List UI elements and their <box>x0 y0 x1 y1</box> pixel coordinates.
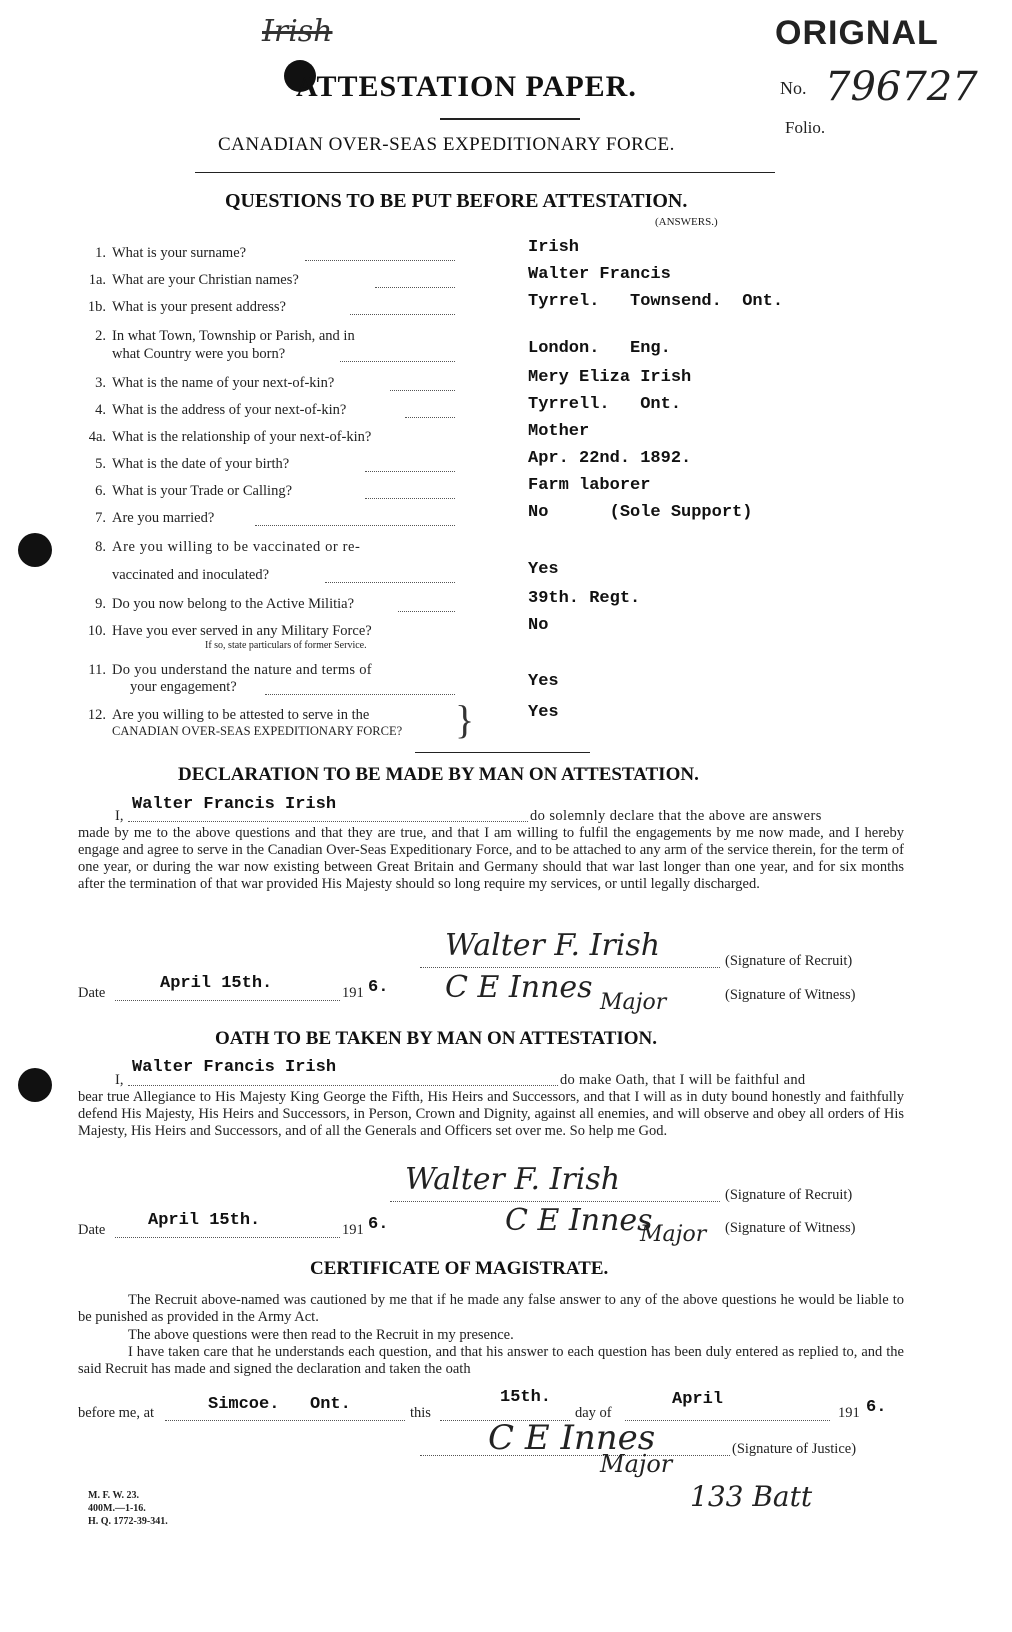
question-text-cont: what Country were you born? <box>112 346 286 362</box>
question-text: Are you willing to be attested to serve in the <box>112 707 370 723</box>
certificate-year-suffix: 6. <box>866 1398 887 1417</box>
question-number: 8. <box>95 539 106 555</box>
form-number: M. F. W. 23. <box>88 1490 140 1501</box>
oath-date-label: Date <box>78 1222 106 1238</box>
question-number: 1. <box>95 245 106 261</box>
answer-willing-to-serve: Yes <box>528 703 559 722</box>
certificate-month: April <box>672 1390 724 1409</box>
question-text: What is your present address? <box>112 299 286 315</box>
oath-line1: do make Oath, that I will be faithful and <box>560 1072 806 1088</box>
dot-leader <box>375 287 455 288</box>
declaration-date-label: Date <box>78 985 106 1001</box>
answer-next-of-kin: Mery Eliza Irish <box>528 368 692 387</box>
question-text: What is the address of your next-of-kin? <box>112 402 347 418</box>
declaration-heading: DECLARATION TO BE MADE BY MAN ON ATTESTATION. <box>178 764 699 785</box>
dot-leader <box>325 582 455 583</box>
oath-heading: OATH TO BE TAKEN BY MAN ON ATTESTATION. <box>215 1028 658 1049</box>
oath-prefix: I, <box>115 1072 124 1088</box>
question-number: 6. <box>95 483 106 499</box>
justice-rank: Major <box>600 1450 673 1478</box>
question-number: 4. <box>95 402 106 418</box>
signature-line <box>420 967 720 968</box>
oath-recruit-signature: Walter F. Irish <box>405 1162 621 1197</box>
certificate-para2-text: The above questions were then read to the Recruit in my presence. <box>128 1327 514 1343</box>
question-number: 7. <box>95 510 106 526</box>
print-run: 400M.—1-16. <box>88 1503 146 1514</box>
dot-leader <box>398 611 455 612</box>
question-number: 4a. <box>88 429 106 445</box>
questions-rule <box>415 752 590 753</box>
certificate-year-prefix: 191 <box>838 1405 860 1421</box>
certificate-day: 15th. <box>500 1388 552 1407</box>
oath-witness-signature: C E Innes <box>505 1203 653 1238</box>
declaration-witness-label: (Signature of Witness) <box>725 987 856 1003</box>
stamp-original: ORIGNAL <box>775 14 939 52</box>
answers-label: (ANSWERS.) <box>655 216 718 228</box>
certificate-this-label: this <box>410 1405 431 1421</box>
brace: } <box>455 697 475 742</box>
oath-year-prefix: 191 <box>342 1222 364 1238</box>
answer-married: No (Sole Support) <box>528 503 753 522</box>
dot-leader <box>255 525 455 526</box>
regimental-number: 796727 <box>825 64 978 110</box>
dot-leader <box>405 417 455 418</box>
dot-leader <box>305 260 455 261</box>
answer-birthplace: London. Eng. <box>528 339 671 358</box>
no-label: No. <box>780 78 807 98</box>
question-number: 5. <box>95 456 106 472</box>
certificate-place: Simcoe. Ont. <box>208 1395 351 1414</box>
date-line <box>115 1000 340 1001</box>
declaration-body: made by me to the above questions and that they are true, and that I am willing to fulfil the engagements by me now made, and I hereby engage and agree to serve in the Canadian Over-Seas Expeditionary Force, and to be attached to any arm of the service therein, for the term of one year, or during the war now existing between Great Britain and Germany should that war last longer than one year, and for six months after the termination of that war provided His Majesty should so long require my services, or until legally discharged. <box>78 825 904 892</box>
dot-leader <box>340 361 455 362</box>
dot-leader <box>365 471 455 472</box>
justice-signature: C E Innes <box>488 1418 656 1458</box>
certificate-para2 <box>78 1327 904 1344</box>
question-number: 11. <box>88 662 106 678</box>
question-text: Are you willing to be vaccinated or re- <box>112 539 361 555</box>
question-text-cont: your engagement? <box>130 679 237 695</box>
question-text: Have you ever served in any Military Force? <box>112 623 372 639</box>
certificate-day-of-label: day of <box>575 1405 612 1421</box>
answer-active-militia: 39th. Regt. <box>528 589 641 608</box>
document-title: ATTESTATION PAPER. <box>296 70 637 103</box>
dot-leader <box>350 314 455 315</box>
question-text: Do you understand the nature and terms of <box>112 662 372 678</box>
punch-hole-lower <box>18 1068 52 1102</box>
answer-surname: Irish <box>528 238 580 257</box>
folio-label: Folio. <box>785 118 826 137</box>
question-text: What is the relationship of your next-of-kin? <box>112 429 372 445</box>
dot-leader <box>365 498 455 499</box>
date-line <box>115 1237 340 1238</box>
question-text-cont: CANADIAN OVER-SEAS EXPEDITIONARY FORCE? <box>112 724 403 738</box>
oath-date: April 15th. <box>148 1211 261 1230</box>
declaration-witness-signature: C E Innes <box>445 970 593 1005</box>
declaration-year-suffix: 6. <box>368 978 389 997</box>
answer-christian-names: Walter Francis <box>528 265 671 284</box>
justice-label: (Signature of Justice) <box>732 1441 857 1457</box>
oath-witness-rank: Major <box>640 1222 707 1247</box>
certificate-para3 <box>78 1344 904 1378</box>
certificate-before-label: before me, at <box>78 1405 155 1421</box>
oath-name: Walter Francis Irish <box>132 1058 337 1077</box>
question-number: 3. <box>95 375 106 391</box>
declaration-name: Walter Francis Irish <box>132 795 337 814</box>
question-text: What is your Trade or Calling? <box>112 483 293 499</box>
question-text: What is the date of your birth? <box>112 456 290 472</box>
question-text-cont: vaccinated and inoculated? <box>112 567 270 583</box>
punch-hole-middle <box>18 533 52 567</box>
declaration-name-line <box>128 821 528 822</box>
header-rule <box>195 172 775 173</box>
oath-witness-label: (Signature of Witness) <box>725 1220 856 1236</box>
question-number: 12. <box>87 707 106 723</box>
oath-year-suffix: 6. <box>368 1215 389 1234</box>
month-line <box>625 1420 830 1421</box>
answer-vaccinated: Yes <box>528 560 559 579</box>
document-subtitle: CANADIAN OVER-SEAS EXPEDITIONARY FORCE. <box>218 134 675 155</box>
justice-signature-line <box>420 1455 730 1456</box>
answer-present-address: Tyrrel. Townsend. Ont. <box>528 292 784 311</box>
answer-relationship: Mother <box>528 422 590 441</box>
answer-next-of-kin-address: Tyrrell. Ont. <box>528 395 682 414</box>
certificate-para1-text: The Recruit above-named was cautioned by me that if he made any false answer to any of the above questions he would be liable to be punished as provided in the Army Act. <box>78 1292 904 1325</box>
declaration-line1: do solemnly declare that the above are answers <box>530 808 822 824</box>
justice-unit: 133 Batt <box>690 1480 813 1513</box>
dot-leader <box>390 390 455 391</box>
declaration-date: April 15th. <box>160 974 273 993</box>
question-text: In what Town, Township or Parish, and in <box>112 328 355 344</box>
dot-leader <box>265 694 455 695</box>
declaration-year-prefix: 191 <box>342 985 364 1001</box>
answer-understand-terms: Yes <box>528 672 559 691</box>
declaration-recruit-signature: Walter F. Irish <box>445 928 661 963</box>
question-number: 1a. <box>88 272 106 288</box>
header-scribble: Irish <box>262 14 333 49</box>
title-rule <box>440 118 580 120</box>
declaration-prefix: I, <box>115 808 124 824</box>
declaration-witness-rank: Major <box>600 990 667 1015</box>
question-number: 9. <box>95 596 106 612</box>
place-line <box>165 1420 405 1421</box>
question-number: 2. <box>95 328 106 344</box>
signature-line <box>390 1201 720 1202</box>
answer-date-of-birth: Apr. 22nd. 1892. <box>528 449 692 468</box>
question-text: What is the name of your next-of-kin? <box>112 375 335 391</box>
hq-reference: H. Q. 1772-39-341. <box>88 1516 168 1527</box>
question-number: 10. <box>87 623 106 639</box>
oath-body: bear true Allegiance to His Majesty King George the Fifth, His Heirs and Successors, and that I will as in duty bound honestly and faithfully defend His Majesty, His Heirs and Successors, in Person, Crown and Dignity, against all enemies, and will observe and obey all orders of His Majesty, His Heirs and Successors, and of all the Generals and Officers set over me. So help me God. <box>78 1089 904 1139</box>
certificate-para3-text: I have taken care that he understands each question, and that his answer to each question has been duly entered as replied to, and the said Recruit has made and signed the declaration and taken the oath <box>78 1344 904 1377</box>
questions-heading: QUESTIONS TO BE PUT BEFORE ATTESTATION. <box>225 190 688 212</box>
answer-military-service: No <box>528 616 549 635</box>
answer-trade: Farm laborer <box>528 476 651 495</box>
question-text: What is your surname? <box>112 245 247 261</box>
certificate-para1 <box>78 1292 904 1326</box>
question-text: Are you married? <box>112 510 215 526</box>
certificate-heading: CERTIFICATE OF MAGISTRATE. <box>310 1258 609 1279</box>
question-text: Do you now belong to the Active Militia? <box>112 596 355 612</box>
oath-name-line <box>128 1085 558 1086</box>
oath-recruit-label: (Signature of Recruit) <box>725 1187 853 1203</box>
question-note: If so, state particulars of former Service. <box>205 640 367 651</box>
question-text: What are your Christian names? <box>112 272 299 288</box>
declaration-recruit-label: (Signature of Recruit) <box>725 953 853 969</box>
question-number: 1b. <box>87 299 106 315</box>
